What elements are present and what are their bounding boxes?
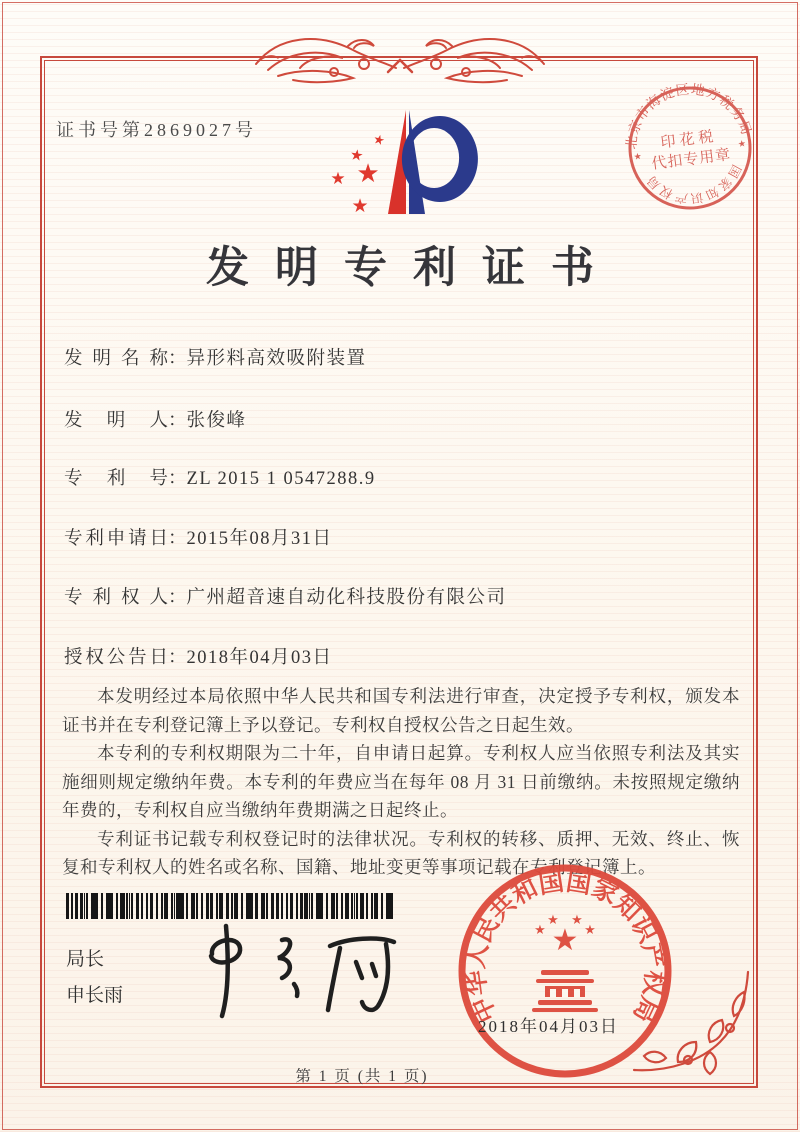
tax-stamp-bottom-text: 国家知识产权局 bbox=[643, 162, 744, 206]
field-label: 专利申请日 bbox=[64, 529, 168, 549]
svg-text:★: ★ bbox=[371, 131, 387, 150]
svg-text:★: ★ bbox=[348, 145, 365, 165]
field-value: 张俊峰 bbox=[186, 411, 247, 431]
field-label: 授权公告日 bbox=[64, 648, 168, 668]
field-application-date bbox=[64, 524, 333, 550]
page-title: 发明专利证书 bbox=[206, 245, 620, 292]
field-inventor bbox=[64, 406, 247, 432]
field-colon: ： bbox=[168, 411, 187, 431]
svg-text:★: ★ bbox=[584, 923, 596, 938]
svg-text:★: ★ bbox=[356, 159, 380, 189]
cnipa-logo-icon bbox=[322, 100, 492, 228]
field-label: 专利号 bbox=[64, 469, 168, 489]
seal-ring-text: 中华人民共和国国家知识产权局 bbox=[462, 868, 668, 1027]
svg-text:★: ★ bbox=[571, 913, 583, 928]
tax-stamp-star-left: ★ bbox=[633, 150, 643, 162]
tax-stamp-center-line1: 印花税 bbox=[659, 128, 719, 152]
tax-stamp-top-text: 北京市海淀区地方税务局 bbox=[623, 81, 755, 150]
field-patent-number bbox=[64, 464, 376, 490]
tax-stamp-center-line2: 代扣专用章 bbox=[650, 147, 733, 173]
field-colon: ： bbox=[168, 349, 187, 369]
seal-date: 2018年04月03日 bbox=[478, 1017, 619, 1036]
field-colon: ： bbox=[168, 588, 187, 608]
field-label: 发明名称 bbox=[64, 349, 168, 369]
svg-text:★: ★ bbox=[534, 923, 546, 938]
field-grant-date bbox=[64, 643, 333, 669]
field-value: 异形料高效吸附装置 bbox=[186, 349, 367, 369]
tax-office-stamp bbox=[596, 54, 783, 241]
svg-text:★: ★ bbox=[330, 169, 346, 189]
field-colon: ： bbox=[168, 529, 187, 549]
field-colon: ： bbox=[168, 648, 187, 668]
page-footer: 第 1 页 (共 1 页) bbox=[295, 1068, 429, 1085]
legal-text-section bbox=[62, 682, 740, 882]
officer-block bbox=[66, 942, 123, 1014]
field-value: 2015年08月31日 bbox=[186, 529, 333, 549]
national-emblem-icon bbox=[532, 913, 598, 1012]
field-value: 广州超音速自动化科技股份有限公司 bbox=[186, 588, 507, 608]
field-value: ZL 2015 1 0547288.9 bbox=[186, 469, 376, 489]
field-invention-name bbox=[64, 344, 367, 370]
field-patentee bbox=[64, 583, 507, 609]
field-label: 发明人 bbox=[64, 411, 168, 431]
floral-corner-ornament-icon bbox=[626, 966, 754, 1084]
legal-paragraph: 本专利的专利权期限为二十年，自申请日起算。专利权人应当依照专利法及其实施细则规定缴纳年费。本专利的年费应当在每年 08 月 31 日前缴纳。未按照规定缴纳年费的，专利权自应当缴纳年费期满之日起终止。 bbox=[62, 743, 740, 820]
legal-paragraph: 本发明经过本局依照中华人民共和国专利法进行审查，决定授予专利权，颁发本证书并在专利登记簿上予以登记。专利权自授权公告之日起生效。 bbox=[62, 686, 740, 735]
field-colon: ： bbox=[168, 469, 187, 489]
dragon-ornament-icon bbox=[248, 24, 552, 102]
certificate-number: 证书号第2869027号 bbox=[56, 120, 257, 140]
svg-text:★: ★ bbox=[547, 913, 559, 928]
legal-paragraph: 专利证书记载专利权登记时的法律状况。专利权的转移、质押、无效、终止、恢复和专利权人的姓名或名称、国籍、地址变更等事项记载在专利登记簿上。 bbox=[62, 828, 740, 877]
officer-name: 申长雨 bbox=[66, 985, 124, 1006]
tax-stamp-star-right: ★ bbox=[737, 138, 747, 150]
svg-text:★: ★ bbox=[551, 923, 579, 958]
field-value: 2018年04月03日 bbox=[186, 648, 333, 668]
director-signature bbox=[178, 916, 418, 1026]
officer-title: 局长 bbox=[66, 949, 105, 970]
svg-text:★: ★ bbox=[351, 195, 369, 217]
field-label: 专利权人 bbox=[64, 588, 168, 608]
